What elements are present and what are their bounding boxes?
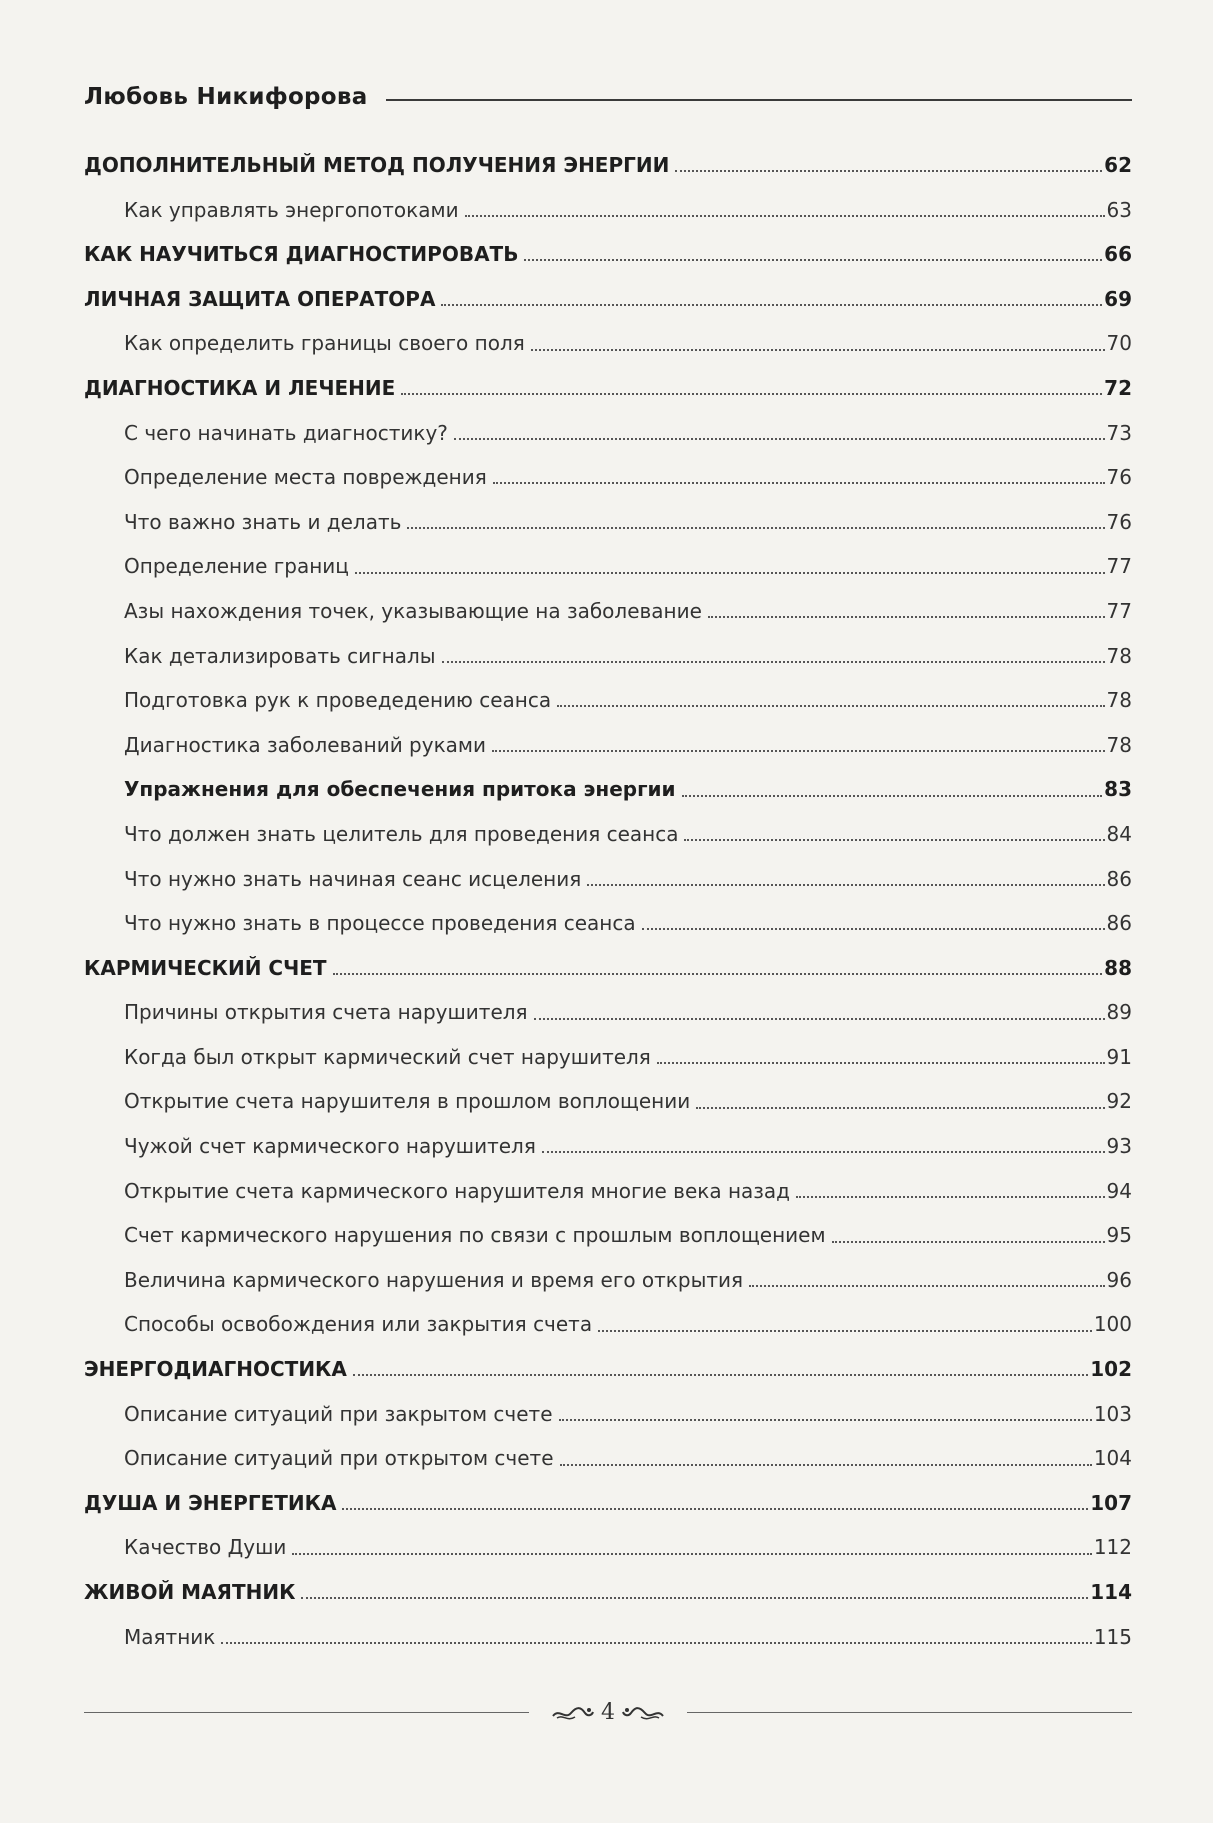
toc-section [84,1258,1132,1303]
toc-entry-page: 63 [1106,197,1132,222]
toc-section [84,1392,1132,1437]
toc-entry-page: 89 [1106,1000,1132,1025]
toc-entry-page: 86 [1106,911,1132,936]
toc-section [84,1213,1132,1258]
dot-leader [557,705,1104,707]
page-number: 4 [601,1700,615,1725]
dot-leader [682,795,1103,797]
dot-leader [492,750,1105,752]
toc-entry-page: 66 [1104,242,1132,267]
toc-chapter [84,1481,1132,1526]
toc-section [84,723,1132,768]
footer-rule-right [687,1712,1132,1713]
running-header [84,84,1132,110]
toc-entry-page: 84 [1106,821,1132,846]
toc-entry-title: Как детализировать сигналы [124,643,436,668]
toc-chapter [84,277,1132,322]
toc-entry-title: Что важно знать и делать [124,509,402,534]
toc-entry-page: 93 [1106,1134,1132,1159]
dot-leader [684,839,1104,841]
toc-entry-title: ЛИЧНАЯ ЗАЩИТА ОПЕРАТОРА [84,286,436,311]
toc-entry-page: 103 [1093,1401,1132,1426]
dot-leader [454,438,1105,440]
toc-entry-page: 83 [1104,777,1132,802]
toc-entry-title: Упражнения для обеспечения притока энергии [124,777,676,802]
toc-entry-page: 78 [1106,643,1132,668]
dot-leader [642,928,1105,930]
toc-section [84,767,1132,812]
toc-entry-title: КАРМИЧЕСКИЙ СЧЕТ [84,955,327,980]
toc-section [84,589,1132,634]
toc-entry-page: 78 [1106,732,1132,757]
dot-leader [442,661,1105,663]
flourish-right-icon [621,1704,665,1722]
toc-entry-title: Определение границ [124,554,349,579]
toc-entry-title: Когда был открыт кармический счет нарушителя [124,1044,651,1069]
toc-entry-page: 114 [1090,1580,1132,1604]
dot-leader [708,616,1105,618]
toc-entry-page: 96 [1106,1267,1132,1292]
dot-leader [832,1241,1105,1243]
toc-entry-page: 78 [1106,688,1132,713]
toc-entry-title: Счет кармического нарушения по связи с прошлым воплощением [124,1223,826,1248]
toc-entry-title: ЖИВОЙ МАЯТНИК [84,1580,296,1604]
dot-leader [342,1508,1088,1510]
toc-section [84,1124,1132,1169]
toc-entry-page: 76 [1106,509,1132,534]
dot-leader [401,393,1102,395]
dot-leader [696,1107,1104,1109]
toc-entry-title: Чужой счет кармического нарушителя [124,1134,536,1159]
dot-leader [749,1285,1104,1287]
dot-leader [534,1018,1105,1020]
toc-section [84,1169,1132,1214]
toc-entry-title: Величина кармического нарушения и время его открытия [124,1267,744,1292]
toc-section [84,455,1132,500]
toc-entry-title: Что должен знать целитель для проведения сеанса [124,821,679,846]
toc-entry-title: Маятник [124,1624,216,1649]
toc-section [84,544,1132,589]
toc-section [84,1525,1132,1570]
toc-entry-page: 100 [1093,1312,1132,1337]
page-footer [84,1700,1132,1725]
toc-section [84,678,1132,723]
dot-leader [353,1374,1088,1376]
toc-section [84,990,1132,1035]
toc-entry-page: 73 [1106,420,1132,445]
dot-leader [560,1464,1092,1466]
toc-entry-title: КАК НАУЧИТЬСЯ ДИАГНОСТИРОВАТЬ [84,242,519,267]
dot-leader [657,1062,1105,1064]
toc-entry-title: ЭНЕРГОДИАГНОСТИКА [84,1357,347,1382]
toc-entry-title: Открытие счета кармического нарушителя многие века назад [124,1178,790,1203]
dot-leader [355,572,1105,574]
dot-leader [531,349,1105,351]
toc-entry-page: 76 [1106,465,1132,490]
toc-entry-page: 62 [1104,153,1132,177]
dot-leader [407,527,1104,529]
toc-entry-page: 91 [1106,1044,1132,1069]
toc-section [84,634,1132,679]
page-number-ornament [551,1700,665,1725]
toc-chapter [84,143,1132,188]
toc-entry-page: 95 [1106,1223,1132,1248]
toc-chapter [84,1570,1132,1615]
toc-chapter [84,232,1132,277]
toc-entry-title: Как определить границы своего поля [124,331,525,356]
toc-entry-title: Диагностика заболеваний руками [124,732,487,757]
table-of-contents [84,143,1132,1659]
dot-leader [598,1330,1092,1332]
toc-section [84,812,1132,857]
toc-entry-page: 115 [1093,1624,1132,1649]
toc-entry-page: 94 [1106,1178,1132,1203]
toc-entry-title: Что нужно знать в процессе проведения сеанса [124,911,636,936]
toc-section [84,500,1132,545]
toc-section [84,1035,1132,1080]
dot-leader [221,1642,1091,1644]
toc-entry-title: Азы нахождения точек, указывающие на заболевание [124,598,702,623]
toc-section [84,1302,1132,1347]
dot-leader [465,215,1105,217]
toc-entry-title: Качество Души [124,1535,287,1560]
toc-entry-title: Причины открытия счета нарушителя [124,1000,528,1025]
dot-leader [559,1419,1092,1421]
toc-entry-title: ДИАГНОСТИКА И ЛЕЧЕНИЕ [84,375,396,400]
toc-entry-page: 77 [1106,554,1132,579]
toc-entry-title: ДУША И ЭНЕРГЕТИКА [84,1490,337,1515]
toc-entry-page: 69 [1104,286,1132,311]
toc-entry-title: Подготовка рук к проведедению сеанса [124,688,552,713]
toc-section [84,321,1132,366]
dot-leader [587,884,1104,886]
toc-entry-title: Способы освобождения или закрытия счета [124,1312,593,1337]
toc-entry-title: Что нужно знать начиная сеанс исцеления [124,866,582,891]
header-rule [386,99,1132,101]
toc-entry-page: 104 [1093,1446,1132,1471]
toc-entry-title: Описание ситуаций при открытом счете [124,1446,554,1471]
toc-entry-page: 77 [1106,598,1132,623]
toc-section [84,188,1132,233]
toc-section [84,1615,1132,1660]
toc-entry-page: 112 [1093,1535,1132,1560]
toc-section [84,1079,1132,1124]
toc-entry-title: Открытие счета нарушителя в прошлом воплощении [124,1089,691,1114]
dot-leader [796,1196,1105,1198]
author-name: Любовь Никифорова [84,84,368,110]
dot-leader [441,304,1102,306]
toc-entry-page: 107 [1090,1490,1132,1515]
toc-chapter [84,946,1132,991]
toc-entry-page: 70 [1106,331,1132,356]
toc-entry-page: 102 [1090,1357,1132,1382]
dot-leader [542,1151,1105,1153]
toc-entry-title: Определение места повреждения [124,465,487,490]
dot-leader [301,1597,1088,1599]
toc-entry-title: Описание ситуаций при закрытом счете [124,1401,553,1426]
toc-entry-page: 88 [1104,955,1132,980]
dot-leader [333,973,1103,975]
toc-entry-title: С чего начинать диагностику? [124,420,448,445]
dot-leader [524,259,1102,261]
toc-entry-title: Как управлять энергопотоками [124,197,459,222]
toc-entry-page: 72 [1104,375,1132,400]
toc-section [84,901,1132,946]
toc-chapter [84,1347,1132,1392]
flourish-left-icon [551,1704,595,1722]
toc-section [84,411,1132,456]
toc-entry-title: ДОПОЛНИТЕЛЬНЫЙ МЕТОД ПОЛУЧЕНИЯ ЭНЕРГИИ [84,153,670,177]
toc-entry-page: 86 [1106,866,1132,891]
dot-leader [292,1553,1091,1555]
dot-leader [675,170,1102,172]
dot-leader [493,482,1105,484]
toc-chapter [84,366,1132,411]
toc-section [84,1436,1132,1481]
footer-rule-left [84,1712,529,1713]
toc-entry-page: 92 [1106,1089,1132,1114]
toc-section [84,857,1132,902]
